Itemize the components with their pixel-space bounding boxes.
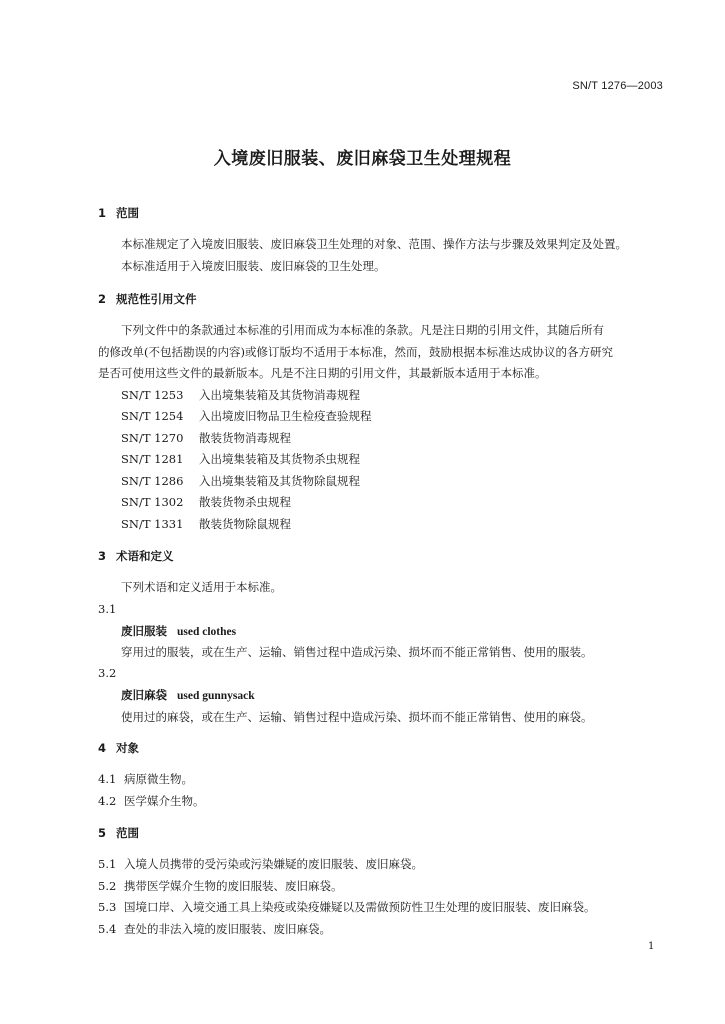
scope-paragraph-2: 本标准适用于入境废旧服装、废旧麻袋的卫生处理。 — [121, 259, 386, 273]
object-item: 4.1 病原微生物。 — [98, 772, 193, 786]
term-name: 废旧麻袋 used gunnysack — [121, 688, 255, 702]
standard-code: SN/T 1276—2003 — [572, 80, 663, 92]
section-4-heading: 4 对象 — [98, 741, 139, 755]
references-intro-line: 的修改单(不包括勘误的内容)或修订版均不适用于本标准，然而，鼓励根据本标准达成协议的各方研究 — [98, 345, 613, 359]
scope-paragraph-1: 本标准规定了入境废旧服装、废旧麻袋卫生处理的对象、范围、操作方法与步骤及效果判定及处置。 — [121, 237, 627, 251]
reference-item: SN/T 1253 入出境集装箱及其货物消毒规程 — [121, 388, 360, 402]
reference-item: SN/T 1331 散装货物除鼠规程 — [121, 517, 291, 531]
section-3-heading: 3 术语和定义 — [98, 549, 174, 563]
range-item: 5.1 入境人员携带的受污染或污染嫌疑的废旧服装、废旧麻袋。 — [98, 857, 423, 871]
references-intro-line: 是否可使用这些文件的最新版本。凡是不注日期的引用文件，其最新版本适用于本标准。 — [98, 366, 547, 380]
section-5-heading: 5 范围 — [98, 826, 139, 840]
reference-item: SN/T 1302 散装货物杀虫规程 — [121, 495, 291, 509]
terms-intro: 下列术语和定义适用于本标准。 — [121, 580, 282, 594]
term-definition: 穿用过的服装，或在生产、运输、销售过程中造成污染、损坏而不能正常销售、使用的服装。 — [121, 645, 593, 659]
reference-item: SN/T 1281 入出境集装箱及其货物杀虫规程 — [121, 452, 360, 466]
references-intro-line: 下列文件中的条款通过本标准的引用而成为本标准的条款。凡是注日期的引用文件，其随后所有 — [121, 323, 604, 337]
reference-item: SN/T 1270 散装货物消毒规程 — [121, 431, 291, 445]
reference-item: SN/T 1254 入出境废旧物品卫生检疫查验规程 — [121, 409, 372, 423]
term-definition: 使用过的麻袋，或在生产、运输、销售过程中造成污染、损坏而不能正常销售、使用的麻袋。 — [121, 710, 593, 724]
object-item: 4.2 医学媒介生物。 — [98, 794, 205, 808]
range-item: 5.3 国境口岸、入境交通工具上染疫或染疫嫌疑以及需做预防性卫生处理的废旧服装、废旧麻袋。 — [98, 900, 596, 914]
term-name: 废旧服装 used clothes — [121, 624, 237, 638]
section-1-heading: 1 范围 — [98, 206, 139, 220]
document-title: 入境废旧服装、废旧麻袋卫生处理规程 — [213, 149, 512, 169]
section-2-heading: 2 规范性引用文件 — [98, 292, 197, 306]
term-number: 3.1 — [98, 602, 117, 616]
page-number: 1 — [648, 941, 655, 952]
range-item: 5.2 携带医学媒介生物的废旧服装、废旧麻袋。 — [98, 879, 343, 893]
reference-item: SN/T 1286 入出境集装箱及其货物除鼠规程 — [121, 474, 360, 488]
range-item: 5.4 查处的非法入境的废旧服装、废旧麻袋。 — [98, 922, 331, 936]
term-number: 3.2 — [98, 666, 117, 680]
